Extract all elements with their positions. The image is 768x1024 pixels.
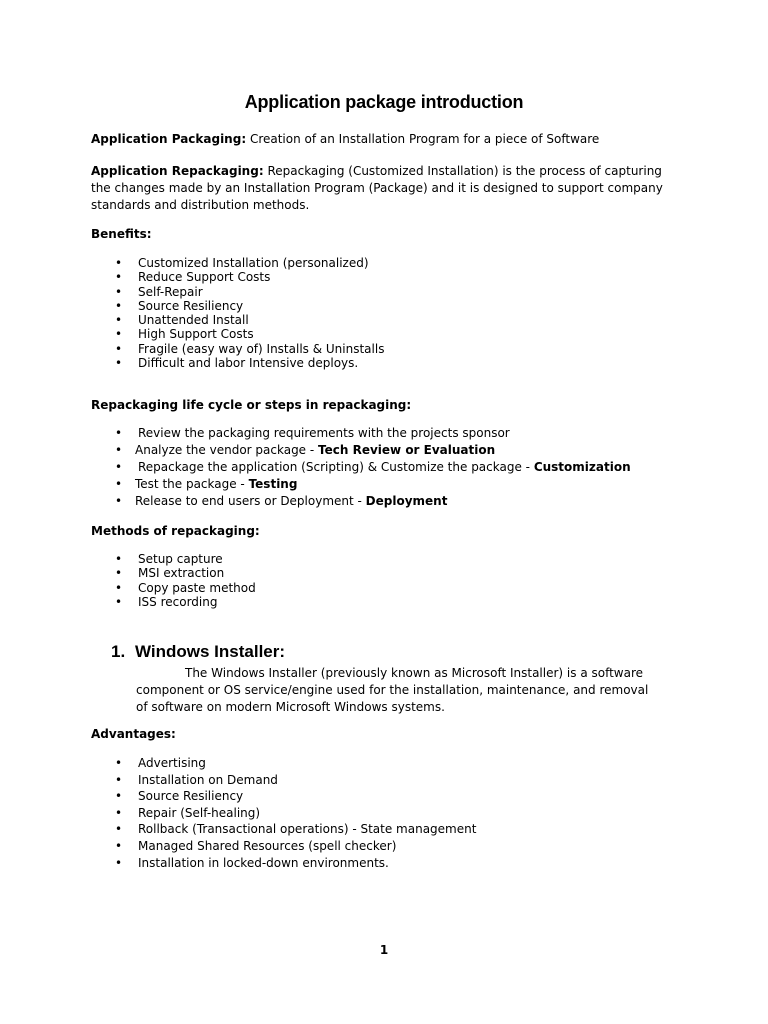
list-item: • Copy paste method <box>91 581 256 595</box>
packaging-definition <box>91 131 691 148</box>
page-title: Application package introduction <box>244 92 524 112</box>
list-item: • High Support Costs <box>91 327 384 341</box>
list-item: • MSI extraction <box>91 566 256 580</box>
list-item: • Managed Shared Resources (spell checker) <box>91 838 476 855</box>
list-item: • Setup capture <box>91 552 256 566</box>
repackaging-label: Application Repackaging: <box>91 164 264 178</box>
list-item: • Customized Installation (personalized) <box>91 256 384 270</box>
list-item: • Repackage the application (Scripting) & Customize the package - Customization <box>91 459 631 476</box>
advantages-heading: Advantages: <box>91 727 176 741</box>
methods-heading: Methods of repackaging: <box>91 524 260 538</box>
list-item: • Release to end users or Deployment - Deployment <box>91 493 631 510</box>
list-item: • Analyze the vendor package - Tech Review or Evaluation <box>91 442 631 459</box>
list-item: • Installation in locked-down environments. <box>91 855 476 872</box>
list-item: • Fragile (easy way of) Installs & Uninstalls <box>91 342 384 356</box>
advantages-list <box>91 755 476 871</box>
packaging-text: Creation of an Installation Program for a piece of Software <box>246 132 600 146</box>
benefits-heading: Benefits: <box>91 227 152 241</box>
methods-list <box>91 552 256 609</box>
section-heading-windows-installer <box>111 642 285 662</box>
list-item: • Self-Repair <box>91 285 384 299</box>
packaging-label: Application Packaging: <box>91 132 247 146</box>
list-item: • Source Resiliency <box>91 299 384 313</box>
page-number: 1 <box>379 943 389 957</box>
repackaging-definition <box>91 163 681 214</box>
list-item: • Review the packaging requirements with the projects sponsor <box>91 425 631 442</box>
lifecycle-heading: Repackaging life cycle or steps in repackaging: <box>91 398 412 412</box>
benefits-list <box>91 256 384 370</box>
list-item: • Test the package - Testing <box>91 476 631 493</box>
lifecycle-list <box>91 425 631 510</box>
list-item: • Installation on Demand <box>91 772 476 789</box>
repackaging-text: Repackaging (Customized Installation) is the process of capturing the changes made by an Installation Program (Package) and it is designed to support company standards and distribution methods. <box>91 164 663 212</box>
list-item: • Source Resiliency <box>91 788 476 805</box>
list-item: • Rollback (Transactional operations) - State management <box>91 821 476 838</box>
list-item: • Reduce Support Costs <box>91 270 384 284</box>
list-item: • Advertising <box>91 755 476 772</box>
list-item: • ISS recording <box>91 595 256 609</box>
list-item: • Difficult and labor Intensive deploys. <box>91 356 384 370</box>
windows-installer-description: The Windows Installer (previously known as Microsoft Installer) is a software component or OS service/engine used for the installation, maintenance, and removal of software on modern Microsoft Windows systems. <box>136 666 649 714</box>
section-number: 1. <box>111 642 126 661</box>
list-item: • Unattended Install <box>91 313 384 327</box>
section-title: Windows Installer: <box>135 642 286 661</box>
list-item: • Repair (Self-healing) <box>91 805 476 822</box>
